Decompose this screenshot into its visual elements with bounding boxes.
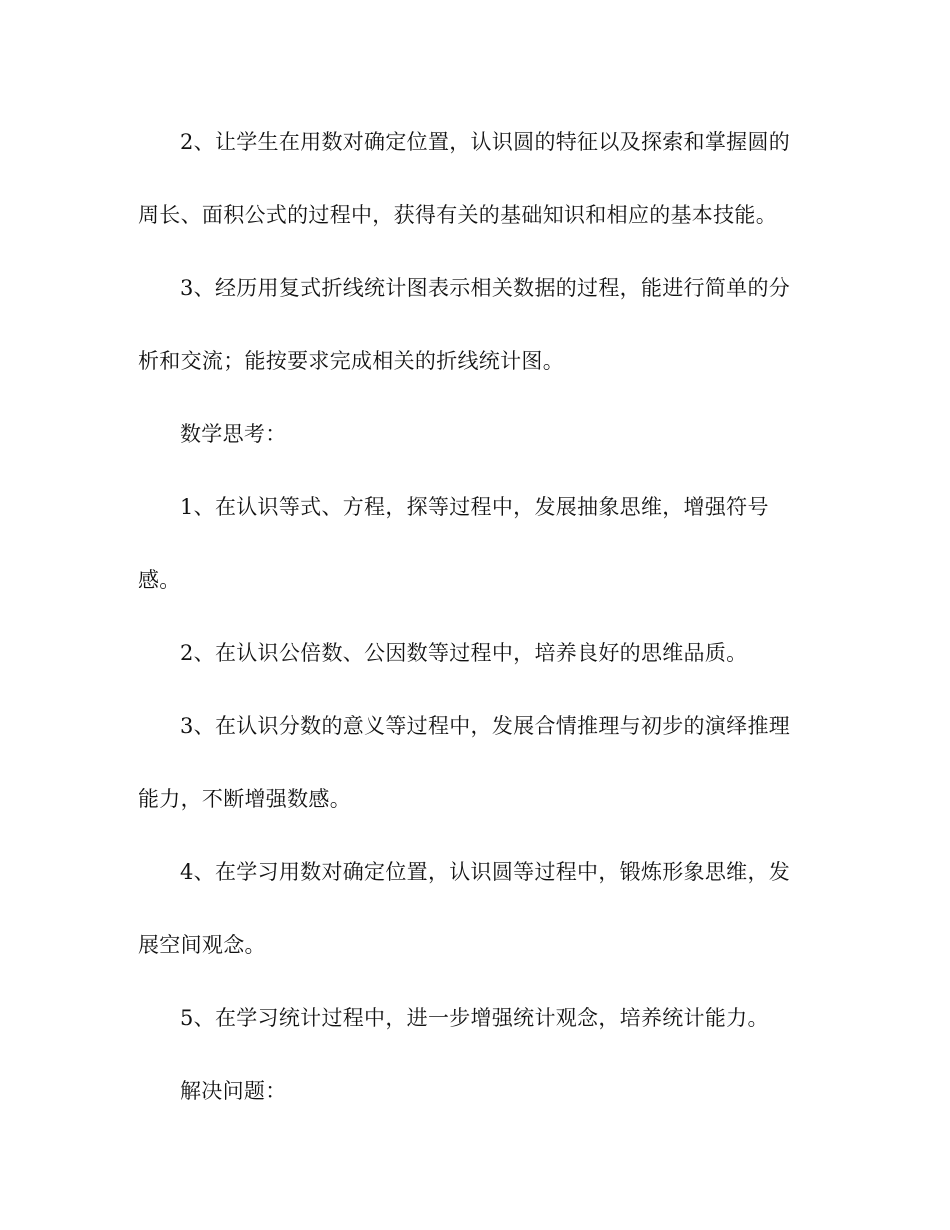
- paragraph-line: 感。: [138, 568, 181, 592]
- paragraph-line: 2、在认识公倍数、公因数等过程中，培养良好的思维品质。: [180, 641, 748, 665]
- section-heading: 解决问题：: [180, 1079, 287, 1103]
- paragraph-line: 2、让学生在用数对确定位置，认识圆的特征以及探索和掌握圆的: [180, 130, 791, 154]
- paragraph-line: 展空间观念。: [138, 933, 266, 957]
- paragraph-line: 5、在学习统计过程中，进一步增强统计观念，培养统计能力。: [180, 1006, 769, 1030]
- section-heading: 数学思考：: [180, 422, 287, 446]
- paragraph-line: 析和交流；能按要求完成相关的折线统计图。: [138, 349, 564, 373]
- paragraph-line: 4、在学习用数对确定位置，认识圆等过程中，锻炼形象思维，发: [180, 860, 791, 884]
- paragraph-line: 能力，不断增强数感。: [138, 787, 351, 811]
- paragraph-line: 1、在认识等式、方程，探等过程中，发展抽象思维，增强符号: [180, 495, 769, 519]
- paragraph-line: 3、经历用复式折线统计图表示相关数据的过程，能进行简单的分: [180, 276, 791, 300]
- paragraph-line: 3、在认识分数的意义等过程中，发展合情推理与初步的演绎推理: [180, 714, 791, 738]
- paragraph-line: 周长、面积公式的过程中，获得有关的基础知识和相应的基本技能。: [138, 203, 777, 227]
